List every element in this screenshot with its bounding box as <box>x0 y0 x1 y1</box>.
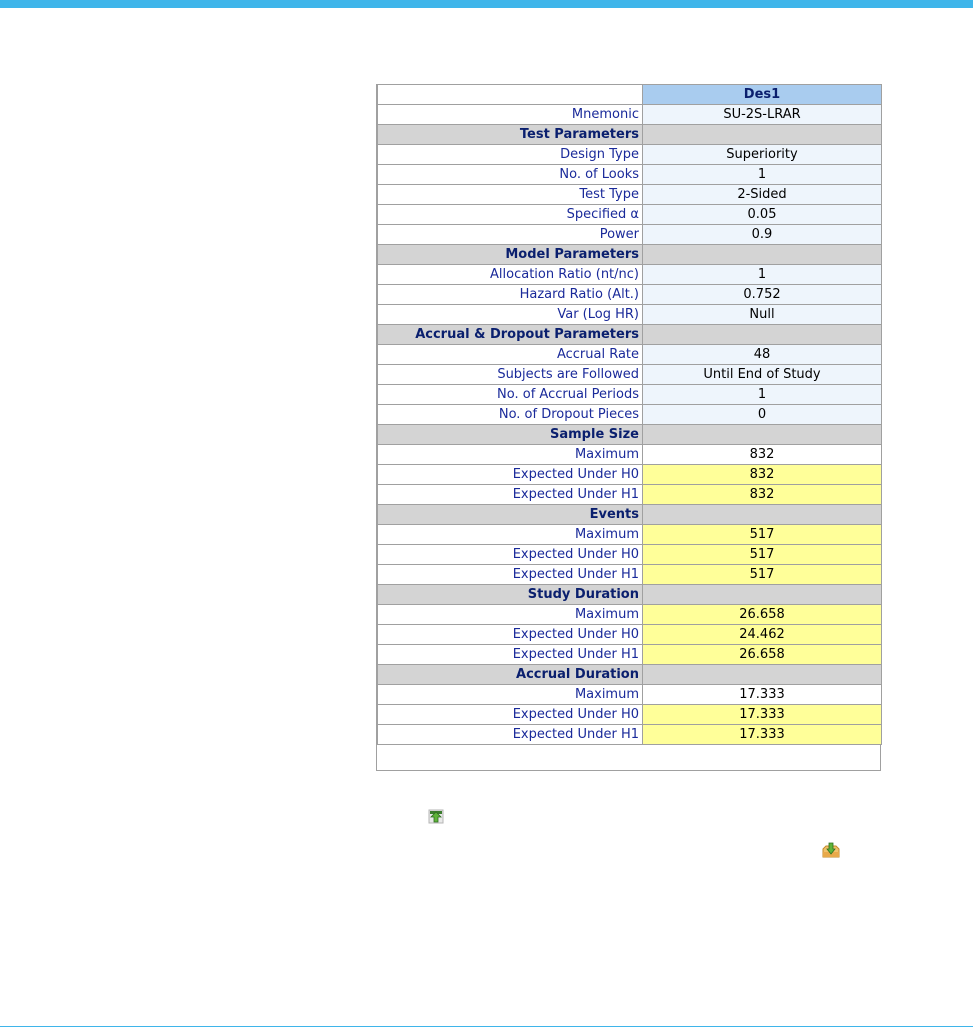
section-title: Test Parameters <box>378 125 643 145</box>
section-title: Sample Size <box>378 425 643 445</box>
move-up-icon[interactable] <box>427 807 445 825</box>
column-header-des1[interactable]: Des1 <box>643 85 882 105</box>
row-value[interactable]: SU-2S-LRAR <box>643 105 882 125</box>
table-row <box>378 185 882 205</box>
table-row <box>378 445 882 465</box>
row-label: Maximum <box>378 685 643 705</box>
row-label: Expected Under H0 <box>378 625 643 645</box>
row-value[interactable]: 26.658 <box>643 645 882 665</box>
row-value[interactable]: 17.333 <box>643 725 882 745</box>
section-fill-cell <box>643 125 882 145</box>
row-value[interactable]: 832 <box>643 485 882 505</box>
row-value[interactable]: 517 <box>643 525 882 545</box>
section-fill-cell <box>643 425 882 445</box>
section-title: Study Duration <box>378 585 643 605</box>
section-header-row <box>378 425 882 445</box>
table-row <box>378 285 882 305</box>
row-label: Expected Under H0 <box>378 705 643 725</box>
row-value[interactable]: Superiority <box>643 145 882 165</box>
section-title: Model Parameters <box>378 245 643 265</box>
table-row <box>378 365 882 385</box>
row-label: Allocation Ratio (nt/nc) <box>378 265 643 285</box>
row-label: Expected Under H1 <box>378 645 643 665</box>
row-value[interactable]: 1 <box>643 385 882 405</box>
row-value[interactable]: 48 <box>643 345 882 365</box>
table-row <box>378 465 882 485</box>
table-row <box>378 605 882 625</box>
section-header-row <box>378 585 882 605</box>
table-row <box>378 725 882 745</box>
row-value[interactable]: 1 <box>643 165 882 185</box>
section-header-row <box>378 325 882 345</box>
row-value[interactable]: 17.333 <box>643 685 882 705</box>
row-label: Maximum <box>378 445 643 465</box>
row-value[interactable]: 832 <box>643 445 882 465</box>
section-header-row <box>378 505 882 525</box>
table-row <box>378 485 882 505</box>
table-row <box>378 305 882 325</box>
row-label: Expected Under H0 <box>378 545 643 565</box>
table-row <box>378 225 882 245</box>
row-label: No. of Accrual Periods <box>378 385 643 405</box>
row-value[interactable]: 0.752 <box>643 285 882 305</box>
row-value[interactable]: 0 <box>643 405 882 425</box>
section-fill-cell <box>643 325 882 345</box>
row-label: Accrual Rate <box>378 345 643 365</box>
row-label: Maximum <box>378 525 643 545</box>
section-fill-cell <box>643 585 882 605</box>
row-value[interactable]: 832 <box>643 465 882 485</box>
row-value[interactable]: 0.9 <box>643 225 882 245</box>
row-label: Subjects are Followed <box>378 365 643 385</box>
table-row <box>378 405 882 425</box>
table-row <box>378 685 882 705</box>
row-label: Hazard Ratio (Alt.) <box>378 285 643 305</box>
row-value[interactable]: 17.333 <box>643 705 882 725</box>
row-label: Design Type <box>378 145 643 165</box>
row-value[interactable]: Null <box>643 305 882 325</box>
row-label: Mnemonic <box>378 105 643 125</box>
row-value[interactable]: Until End of Study <box>643 365 882 385</box>
top-accent-bar <box>0 0 973 8</box>
design-output-table-container <box>376 84 881 771</box>
download-icon[interactable] <box>821 840 839 858</box>
row-value[interactable]: 517 <box>643 565 882 585</box>
section-fill-cell <box>643 245 882 265</box>
table-row <box>378 645 882 665</box>
row-value[interactable]: 2-Sided <box>643 185 882 205</box>
row-label: Maximum <box>378 605 643 625</box>
section-fill-cell <box>643 505 882 525</box>
section-title: Accrual Duration <box>378 665 643 685</box>
table-row <box>378 205 882 225</box>
table-header-row <box>378 85 882 105</box>
row-label: Test Type <box>378 185 643 205</box>
row-value[interactable]: 26.658 <box>643 605 882 625</box>
row-label: No. of Looks <box>378 165 643 185</box>
row-label: Specified α <box>378 205 643 225</box>
table-row <box>378 385 882 405</box>
row-value[interactable]: 24.462 <box>643 625 882 645</box>
row-value[interactable]: 517 <box>643 545 882 565</box>
table-row <box>378 525 882 545</box>
table-row <box>378 545 882 565</box>
design-output-table <box>377 84 882 745</box>
table-row <box>378 145 882 165</box>
row-label: Power <box>378 225 643 245</box>
table-row <box>378 705 882 725</box>
row-value[interactable]: 0.05 <box>643 205 882 225</box>
row-label: Expected Under H1 <box>378 565 643 585</box>
table-row <box>378 165 882 185</box>
row-label: Expected Under H0 <box>378 465 643 485</box>
table-row <box>378 265 882 285</box>
row-label: Expected Under H1 <box>378 485 643 505</box>
row-label: No. of Dropout Pieces <box>378 405 643 425</box>
row-label: Expected Under H1 <box>378 725 643 745</box>
row-value[interactable]: 1 <box>643 265 882 285</box>
section-header-row <box>378 665 882 685</box>
section-title: Events <box>378 505 643 525</box>
table-row <box>378 345 882 365</box>
section-header-row <box>378 245 882 265</box>
corner-cell <box>378 85 643 105</box>
table-row <box>378 105 882 125</box>
bottom-rule <box>0 1026 973 1027</box>
table-row <box>378 565 882 585</box>
table-row <box>378 625 882 645</box>
section-header-row <box>378 125 882 145</box>
row-label: Var (Log HR) <box>378 305 643 325</box>
section-title: Accrual & Dropout Parameters <box>378 325 643 345</box>
section-fill-cell <box>643 665 882 685</box>
